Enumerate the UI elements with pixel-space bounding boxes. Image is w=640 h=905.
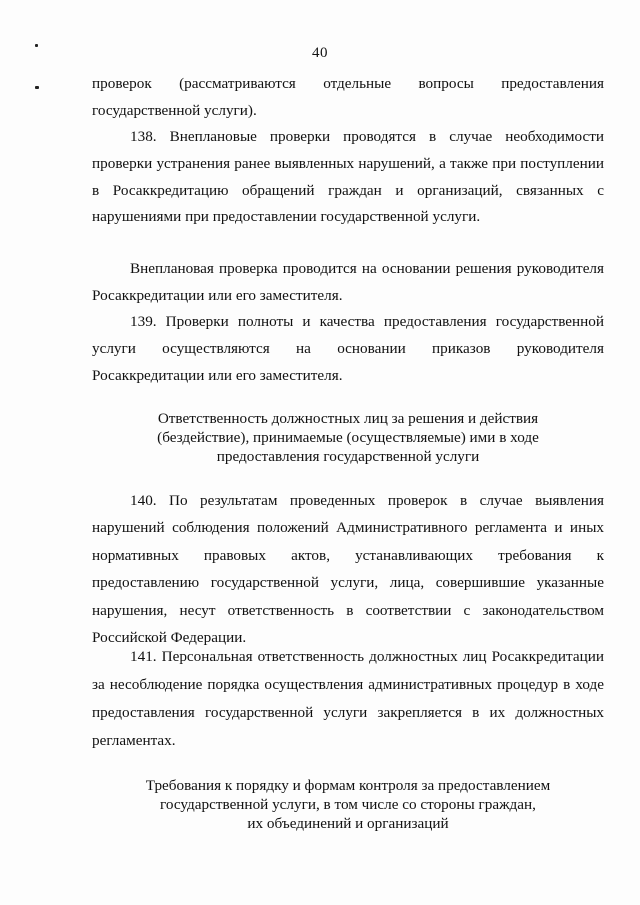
paragraph-text: 138. Внеплановые проверки проводятся в случае необходимости проверки устранения ранее выявленных нарушений, а также при поступлении в Росаккредитацию обращений граждан и организаций, связанных с нарушениями при предоставлении государственной услуги. [92, 128, 604, 226]
heading-line: государственной услуги, в том числе со стороны граждан, [160, 796, 536, 813]
paragraph-text: 140. По результатам проведенных проверок в случае выявления нарушений соблюдения положений Административного регламента и иных нормативных правовых актов, устанавливающих требования к предоставлению государственной услуги, лица, совершившие указанные нарушения, несут ответственность в соответствии с законодательством Российской Федерации. [92, 492, 604, 647]
paragraph-text: проверок (рассматриваются отдельные вопросы предоставления государственной услуги). [92, 75, 604, 119]
paragraph-141 [92, 643, 604, 755]
heading-line: Требования к порядку и формам контроля за предоставлением [145, 777, 551, 794]
paragraph-138 [92, 124, 604, 231]
heading-line: предоставления государственной услуги [216, 448, 480, 465]
paragraph-continuation [92, 71, 604, 125]
page-number: 40 [312, 45, 328, 61]
paragraph-text: 141. Персональная ответственность должностных лиц Росаккредитации за несоблюдение порядка осуществления административных процедур в ходе предоставления государственной услуги закрепляется в их должностных регламентах. [92, 648, 604, 749]
paragraph-139 [92, 309, 604, 389]
heading-line: их объединений и организаций [247, 815, 449, 832]
scan-mark [35, 86, 39, 89]
paragraph-138-unscheduled [92, 256, 604, 310]
paragraph-text: Внеплановая проверка проводится на основании решения руководителя Росаккредитации или его заместителя. [92, 260, 604, 304]
heading-line: Ответственность должностных лиц за решения и действия [157, 410, 539, 427]
section-heading-responsibility [92, 409, 604, 466]
paragraph-140 [92, 487, 604, 651]
paragraph-text: 139. Проверки полноты и качества предоставления государственной услуги осуществляются на основании приказов руководителя Росаккредитации или его заместителя. [92, 313, 604, 384]
heading-line: (бездействие), принимаемые (осуществляемые) ими в ходе [157, 429, 539, 446]
section-heading-control-requirements [92, 776, 604, 833]
